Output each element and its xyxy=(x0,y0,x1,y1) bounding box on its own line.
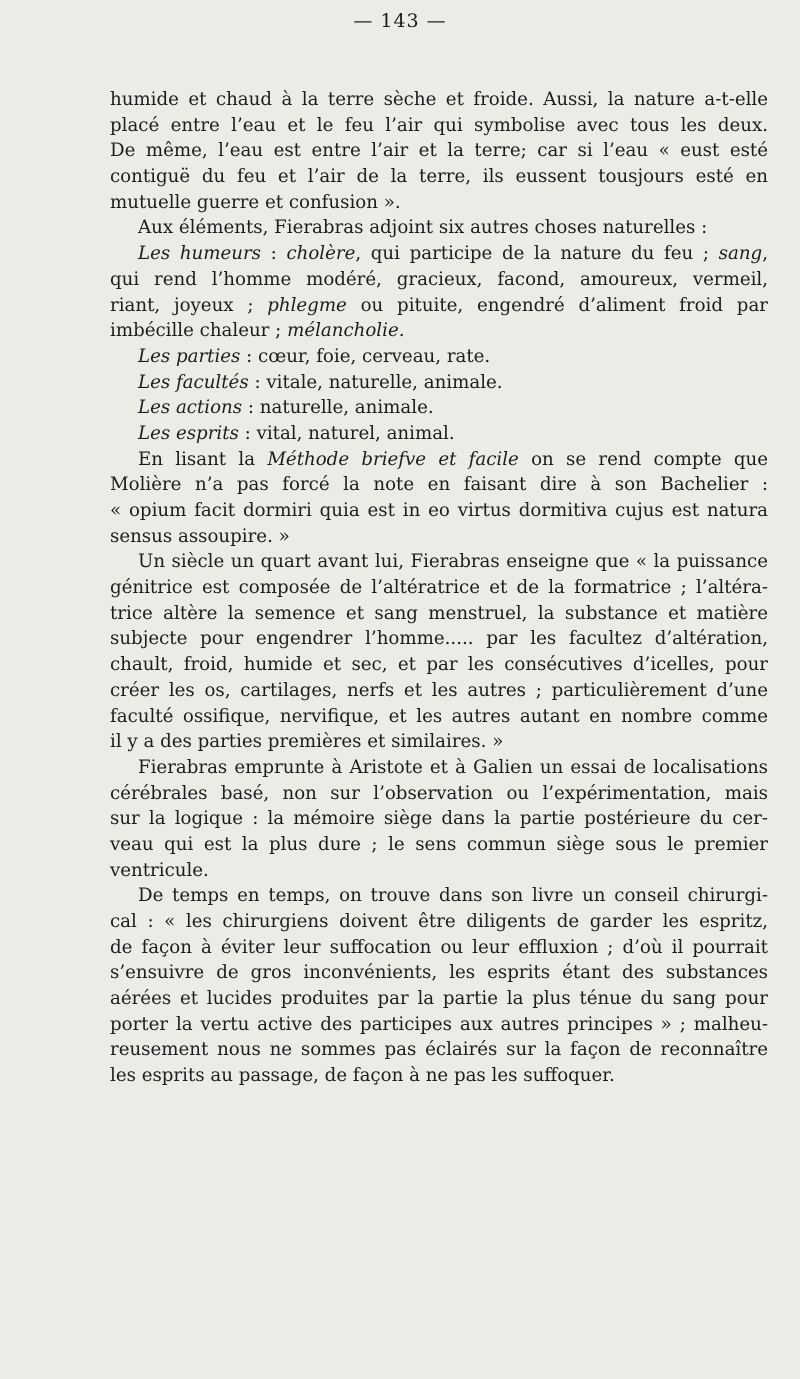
text-line xyxy=(110,241,768,267)
text-span: , xyxy=(762,243,768,265)
text-line xyxy=(110,575,768,601)
text-span: cérébrales basé, non sur l’observation ou l’expérimentation, mais xyxy=(110,782,768,804)
text-span: ou pituite, engendré d’aliment froid par xyxy=(346,294,768,316)
italic-text: Méthode briefve et facile xyxy=(267,448,519,470)
text-line xyxy=(110,806,768,832)
text-line xyxy=(110,1012,768,1038)
text-span: qui rend l’homme modéré, gracieux, facond, amoureux, vermeil, xyxy=(110,268,768,290)
text-line xyxy=(110,215,768,241)
text-span: : naturelle, animale. xyxy=(242,397,434,419)
text-span: Molière n’a pas forcé la note en faisant dire à son Bachelier : xyxy=(110,474,768,496)
text-span: Fierabras emprunte à Aristote et à Galien un essai de localisations xyxy=(138,756,768,778)
text-line xyxy=(110,549,768,575)
text-span: de façon à éviter leur suffocation ou leur effluxion ; d’où il pourrait xyxy=(110,936,768,958)
text-span: s’ensuivre de gros inconvénients, les esprits étant des substances xyxy=(110,962,768,984)
text-span: reusement nous ne sommes pas éclairés sur la façon de reconnaître xyxy=(110,1039,768,1061)
text-span: génitrice est composée de l’altératrice et de la formatrice ; l’altéra- xyxy=(110,577,768,599)
italic-text: sang xyxy=(718,243,763,265)
text-line xyxy=(110,909,768,935)
text-span: Aux éléments, Fierabras adjoint six autres choses naturelles : xyxy=(138,217,708,239)
text-line xyxy=(110,498,768,524)
text-span: les esprits au passage, de façon à ne pas les suffoquer. xyxy=(110,1065,615,1087)
italic-text: Les actions xyxy=(138,397,243,419)
text-line xyxy=(110,190,768,216)
text-line xyxy=(110,678,768,704)
text-line xyxy=(110,601,768,627)
text-span: : cœur, foie, cerveau, rate. xyxy=(240,345,491,367)
text-span: créer les os, cartilages, nerfs et les autres ; particulièrement d’une xyxy=(110,679,768,701)
text-span: il y a des parties premières et similaires. » xyxy=(110,731,504,753)
text-span: : vitale, naturelle, animale. xyxy=(248,371,503,393)
text-span: veau qui est la plus dure ; le sens commun siège sous le premier xyxy=(110,833,768,855)
text-line xyxy=(110,293,768,319)
text-line xyxy=(110,344,768,370)
italic-text: Les esprits xyxy=(138,422,239,444)
text-line xyxy=(110,395,768,421)
text-line xyxy=(110,858,768,884)
text-span: faculté ossifique, nervifique, et les autres autant en nombre comme xyxy=(110,705,768,727)
text-span: subjecte pour engendrer l’homme..... par les facultez d’altération, xyxy=(110,628,768,650)
text-line xyxy=(110,113,768,139)
text-span: on se rend compte que xyxy=(518,448,768,470)
text-span: De même, l’eau est entre l’air et la terre; car si l’eau « eust esté xyxy=(110,140,768,162)
text-line xyxy=(110,1037,768,1063)
text-line xyxy=(110,524,768,550)
italic-text: Les facultés xyxy=(138,371,249,393)
text-span: ventricule. xyxy=(110,859,209,881)
text-span: contiguë du feu et l’air de la terre, ils eussent tousjours esté en xyxy=(110,166,768,188)
text-line xyxy=(110,935,768,961)
italic-text: phlegme xyxy=(267,294,347,316)
text-line xyxy=(110,421,768,447)
text-line xyxy=(110,318,768,344)
page-number: — 143 — xyxy=(353,10,447,32)
text-span: En lisant la xyxy=(138,448,268,470)
text-line xyxy=(110,267,768,293)
text-span: sensus assoupire. » xyxy=(110,525,290,547)
text-line xyxy=(110,652,768,678)
italic-text: Les parties xyxy=(138,345,241,367)
text-span: De temps en temps, on trouve dans son livre un conseil chirurgi- xyxy=(138,885,768,907)
text-line xyxy=(110,164,768,190)
text-span: porter la vertu active des participes aux autres principes » ; malheu- xyxy=(110,1013,768,1035)
text-span: aérées et lucides produites par la partie la plus ténue du sang pour xyxy=(110,988,768,1010)
text-line xyxy=(110,781,768,807)
text-span: placé entre l’eau et le feu l’air qui symbolise avec tous les deux. xyxy=(110,114,768,136)
text-span: imbécille chaleur ; xyxy=(110,320,288,342)
text-line xyxy=(110,832,768,858)
text-span: : vital, naturel, animal. xyxy=(238,422,455,444)
text-line xyxy=(110,755,768,781)
text-line xyxy=(110,87,768,113)
text-span: , qui participe de la nature du feu ; xyxy=(355,243,719,265)
text-span: cal : « les chirurgiens doivent être diligents de garder les espritz, xyxy=(110,911,768,932)
italic-text: mélancholie. xyxy=(287,320,405,342)
text-span: chault, froid, humide et sec, et par les consécutives d’icelles, pour xyxy=(110,654,768,676)
text-line xyxy=(110,138,768,164)
body-text xyxy=(110,87,768,1089)
text-span: « opium facit dormiri quia est in eo virtus dormitiva cujus est natura xyxy=(110,500,768,521)
text-line xyxy=(110,986,768,1012)
text-line xyxy=(110,729,768,755)
text-line xyxy=(110,472,768,498)
text-span: trice altère la semence et sang menstruel, la substance et matière xyxy=(110,602,768,624)
text-line xyxy=(110,370,768,396)
text-span: : xyxy=(261,243,287,265)
text-line xyxy=(110,447,768,473)
text-span: humide et chaud à la terre sèche et froide. Aussi, la nature a-t-elle xyxy=(110,89,768,110)
text-span: Un siècle un quart avant lui, Fierabras enseigne que « la puissance xyxy=(138,551,768,573)
italic-text: Les humeurs xyxy=(138,243,262,265)
text-span: sur la logique : la mémoire siège dans la partie postérieure du cer- xyxy=(110,808,768,830)
text-line xyxy=(110,704,768,730)
text-line xyxy=(110,626,768,652)
text-line xyxy=(110,1063,768,1089)
text-span: riant, joyeux ; xyxy=(110,294,268,316)
text-line xyxy=(110,883,768,909)
text-span: mutuelle guerre et confusion ». xyxy=(110,191,401,213)
text-line xyxy=(110,960,768,986)
italic-text: cholère xyxy=(286,243,356,265)
